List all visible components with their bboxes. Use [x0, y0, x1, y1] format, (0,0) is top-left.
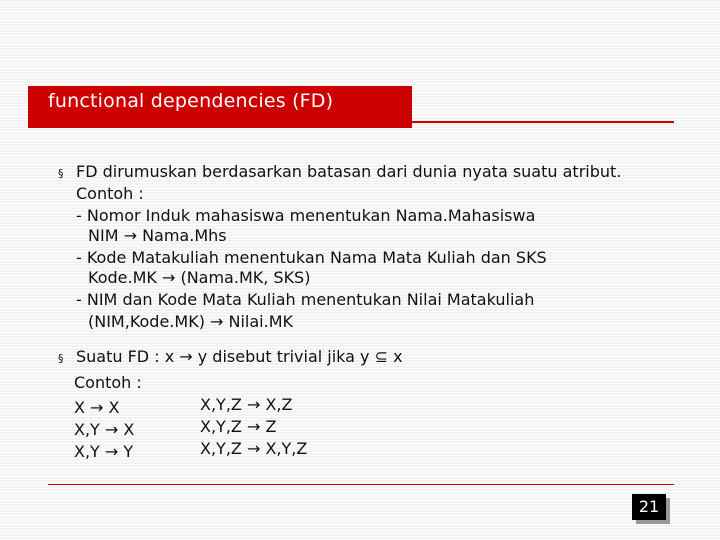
title-rule: [412, 86, 674, 123]
text-line: - Nomor Induk mahasiswa menentukan Nama.Mahasiswa: [76, 206, 536, 225]
bullet-icon: §: [58, 167, 64, 180]
text-line: FD dirumuskan berdasarkan batasan dari dunia nyata suatu atribut.: [76, 162, 622, 181]
example-left: X → X: [74, 398, 120, 417]
trivial-heading: Suatu FD : x → y disebut trivial jika y ⊆ x: [76, 347, 403, 366]
text-line: - Kode Matakuliah menentukan Nama Mata Kuliah dan SKS: [76, 248, 547, 267]
slide-title: functional dependencies (FD): [48, 90, 334, 112]
text-line: Contoh :: [76, 184, 144, 203]
page-number: 21: [632, 494, 666, 520]
bullet-icon: §: [58, 352, 64, 365]
text-line: (NIM,Kode.MK) → Nilai.MK: [88, 312, 293, 331]
example-right: X,Y,Z → Z: [200, 417, 277, 436]
text-line: - NIM dan Kode Mata Kuliah menentukan Nilai Matakuliah: [76, 290, 535, 309]
example-right: X,Y,Z → X,Y,Z: [200, 439, 308, 458]
example-left: X,Y → Y: [74, 442, 134, 461]
text-line: Contoh :: [74, 373, 142, 392]
footer-rule: [48, 484, 674, 485]
text-line: Kode.MK → (Nama.MK, SKS): [88, 268, 311, 287]
example-left: X,Y → X: [74, 420, 135, 439]
example-right: X,Y,Z → X,Z: [200, 395, 293, 414]
text-line: NIM → Nama.Mhs: [88, 226, 227, 245]
